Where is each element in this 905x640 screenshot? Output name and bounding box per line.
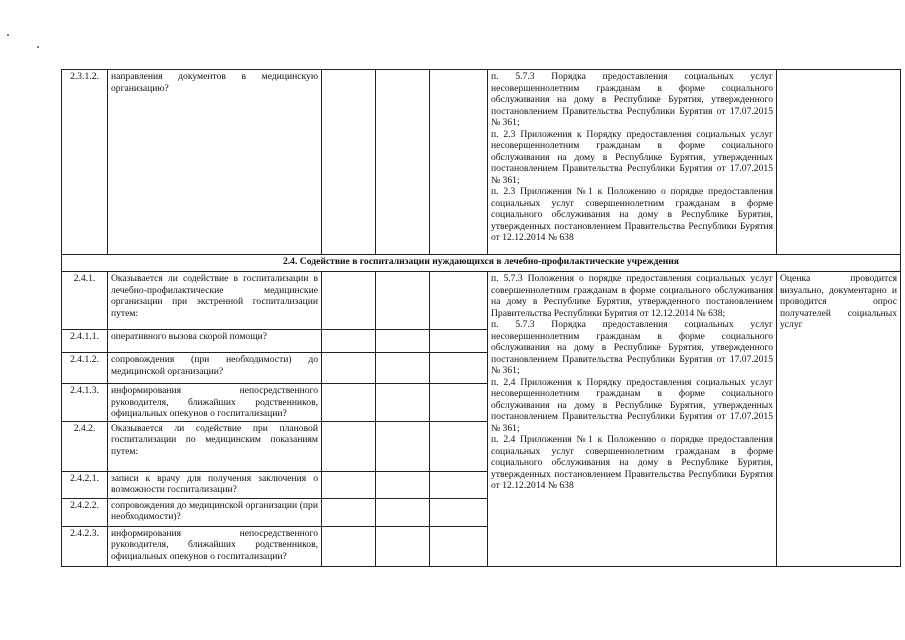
legal-basis-item: п. 5.7.3 Порядка предоставления социальных услуг несовершеннолетним гражданам в форме социального обслуживания на дому в Республике Бурятия, утвержденного постановлением Правительства Республики Бурятия от 17.07.2015 № 361; xyxy=(491,319,773,376)
row-question: направления документов в медицинскую организацию? xyxy=(108,70,322,255)
legal-basis-item: п. 2.4 Приложения №1 к Положению о порядке предоставления социальных услуг совершеннолетним гражданам в форме социального обслуживания на дому в Республике Бурятия, утвержденных постановлением Правительства Республики Бурятия от 12.12.2014 № 638 xyxy=(491,434,773,491)
row-number: 2.3.1.2. xyxy=(62,70,108,255)
checklist-table xyxy=(61,69,901,567)
legal-basis-cell xyxy=(488,272,777,567)
answer-cell xyxy=(322,421,376,471)
row-number: 2.4.1.2. xyxy=(62,353,108,384)
answer-cell xyxy=(376,421,430,471)
answer-cell xyxy=(322,70,376,255)
legal-basis-cell xyxy=(488,70,777,255)
answer-cell xyxy=(322,353,376,384)
table-row xyxy=(62,70,901,255)
row-question: записи к врачу для получения заключения о возможности госпитализации? xyxy=(108,471,322,498)
answer-cell xyxy=(376,272,430,330)
answer-cell xyxy=(322,384,376,422)
row-question: информирования непосредственного руководителя, ближайших родственников, официальных опекунов о госпитализации? xyxy=(108,384,322,422)
answer-cell xyxy=(376,330,430,353)
row-question: Оказывается ли содействие при плановой госпитализации по медицинским показаниям путем: xyxy=(108,421,322,471)
section-title: 2.4. Содействие в госпитализации нуждающихся в лечебно-профилактические учреждения xyxy=(62,255,901,272)
row-question: сопровождения (при необходимости) до медицинской организации? xyxy=(108,353,322,384)
row-number: 2.4.2.2. xyxy=(62,498,108,526)
answer-cell xyxy=(322,471,376,498)
row-question: сопровождения до медицинской организации (при необходимости)? xyxy=(108,498,322,526)
scan-speck xyxy=(7,34,9,36)
answer-cell xyxy=(376,353,430,384)
answer-cell xyxy=(376,471,430,498)
answer-cell xyxy=(322,526,376,566)
row-question: оперативного вызова скорой помощи? xyxy=(108,330,322,353)
section-header-row xyxy=(62,255,901,272)
answer-cell xyxy=(430,384,488,422)
row-question: информирования непосредственного руководителя, ближайших родственников, официальных опекунов о госпитализации? xyxy=(108,526,322,566)
answer-cell xyxy=(376,526,430,566)
answer-cell xyxy=(430,526,488,566)
row-number: 2.4.2. xyxy=(62,421,108,471)
row-number: 2.4.2.3. xyxy=(62,526,108,566)
answer-cell xyxy=(322,272,376,330)
answer-cell xyxy=(430,353,488,384)
answer-cell xyxy=(322,498,376,526)
table-row xyxy=(62,272,901,330)
row-question: Оказывается ли содействие в госпитализации в лечебно-профилактические медицинские организации при экстренной госпитализации путем: xyxy=(108,272,322,330)
answer-cell xyxy=(376,498,430,526)
legal-basis-item: п. 2.3 Приложения №1 к Положению о порядке предоставления социальных услуг совершеннолетним гражданам в форме социального обслуживания на дому в Республике Бурятия, утвержденных постановлением Правительства Республики Бурятия от 12.12.2014 № 638 xyxy=(491,186,773,243)
row-number: 2.4.1.1. xyxy=(62,330,108,353)
legal-basis-item: п. 2.4 Приложения к Порядку предоставления социальных услуг несовершеннолетним гражданам в форме социального обслуживания на дому в Республике Бурятия, утвержденных постановлением Правительства Республики Бурятия от 17.07.2015 № 361; xyxy=(491,376,773,434)
row-number: 2.4.1.3. xyxy=(62,384,108,422)
scan-speck xyxy=(37,46,39,48)
answer-cell xyxy=(322,330,376,353)
answer-cell xyxy=(376,384,430,422)
row-number: 2.4.2.1. xyxy=(62,471,108,498)
answer-cell xyxy=(430,421,488,471)
legal-basis-item: п. 5.7.3 Положения о порядке предоставления социальных услуг совершеннолетним гражданам в форме социального обслуживания на дому в Республике Бурятия, утвержденного постановлением Правительства Республики Бурятия от 12.12.2014 № 638; xyxy=(491,273,773,319)
note-cell xyxy=(777,70,901,255)
answer-cell xyxy=(430,272,488,330)
answer-cell xyxy=(430,70,488,255)
answer-cell xyxy=(430,498,488,526)
answer-cell xyxy=(430,330,488,353)
answer-cell xyxy=(430,471,488,498)
legal-basis-item: п. 2.3 Приложения к Порядку предоставления социальных услуг несовершеннолетним гражданам в форме социального обслуживания на дому в Республике Бурятия, утвержденных постановлением Правительства Республики Бурятия от 17.07.2015 № 361; xyxy=(491,128,773,186)
note-cell: Оценка проводится визуально, документарно и проводится опрос получателей социальных услуг xyxy=(777,272,901,567)
answer-cell xyxy=(376,70,430,255)
legal-basis-item: п. 5.7.3 Порядка предоставления социальных услуг несовершеннолетним гражданам в форме социального обслуживания на дому в Республике Бурятия, утвержденного постановлением Правительства Республики Бурятия от 17.07.2015 № 361; xyxy=(491,71,773,128)
row-number: 2.4.1. xyxy=(62,272,108,330)
